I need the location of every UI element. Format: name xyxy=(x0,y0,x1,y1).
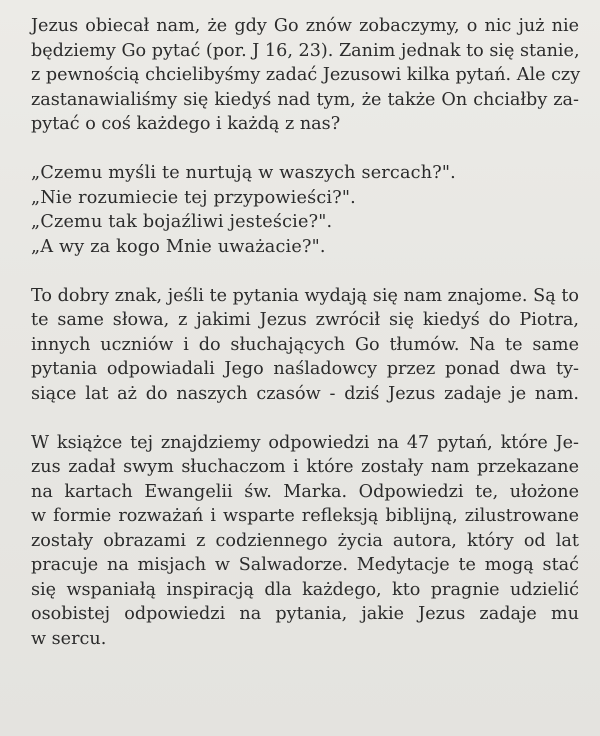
paragraph-book xyxy=(31,431,579,652)
text-line: zostały obrazami z codziennego życia autora, który od lat xyxy=(31,530,579,551)
question-line: „Czemu tak bojaźliwi jesteście?". xyxy=(31,212,333,232)
text-line: innych uczniów i do słuchających Go tłumów. Na te same xyxy=(31,334,579,355)
question-line: „A wy za kogo Mnie uważacie?". xyxy=(31,236,326,257)
question-line: „Czemu myśli te nurtują w waszych sercach?". xyxy=(31,163,456,183)
text-line: To dobry znak, jeśli te pytania wydają się nam znajome. Są to xyxy=(31,285,579,306)
text-line: pytania odpowiadali Jego naśladowcy przez ponad dwa ty- xyxy=(31,359,579,379)
question-line: „Nie rozumiecie tej przypowieści?". xyxy=(31,187,356,208)
text-line: Jezus obiecał nam, że gdy Go znów zobaczymy, o nic już nie xyxy=(31,16,579,36)
paragraph-intro xyxy=(31,14,579,137)
paragraph-gap xyxy=(31,259,579,284)
text-line: zastanawialiśmy się kiedyś nad tym, że także On chciałby za- xyxy=(31,89,579,110)
text-line: pytać o coś każdego i każdą z nas? xyxy=(31,114,341,134)
text-line: siące lat aż do naszych czasów - dziś Jezus zadaje je nam. xyxy=(31,383,579,404)
paragraph-familiar xyxy=(31,284,579,407)
paragraph-gap xyxy=(31,406,579,431)
text-line: zus zadał swym słuchaczom i które zostały nam przekazane xyxy=(31,457,579,477)
text-line: osobistej odpowiedzi na pytania, jakie Jezus zadaje mu xyxy=(31,604,579,624)
text-line: z pewnością chcielibyśmy zadać Jezusowi kilka pytań. Ale czy xyxy=(31,65,581,85)
text-line: na kartach Ewangelii św. Marka. Odpowiedzi te, ułożone xyxy=(31,481,579,502)
text-line: w sercu. xyxy=(31,628,107,649)
text-line: pracuje na misjach w Salwadorze. Medytacje te mogą stać xyxy=(31,555,579,575)
book-blurb-text xyxy=(31,14,579,651)
text-line: te same słowa, z jakimi Jezus zwrócił się kiedyś do Piotra, xyxy=(31,310,579,330)
paragraph-questions xyxy=(31,161,579,259)
text-line: W książce tej znajdziemy odpowiedzi na 47 pytań, które Je- xyxy=(31,432,579,453)
paragraph-gap xyxy=(31,137,579,162)
text-line: się wspaniałą inspiracją dla każdego, kto pragnie udzielić xyxy=(31,579,579,600)
text-line: w formie rozważań i wsparte refleksją biblijną, zilustrowane xyxy=(31,506,579,526)
text-line: będziemy Go pytać (por. J 16, 23). Zanim jednak to się stanie, xyxy=(31,40,580,61)
